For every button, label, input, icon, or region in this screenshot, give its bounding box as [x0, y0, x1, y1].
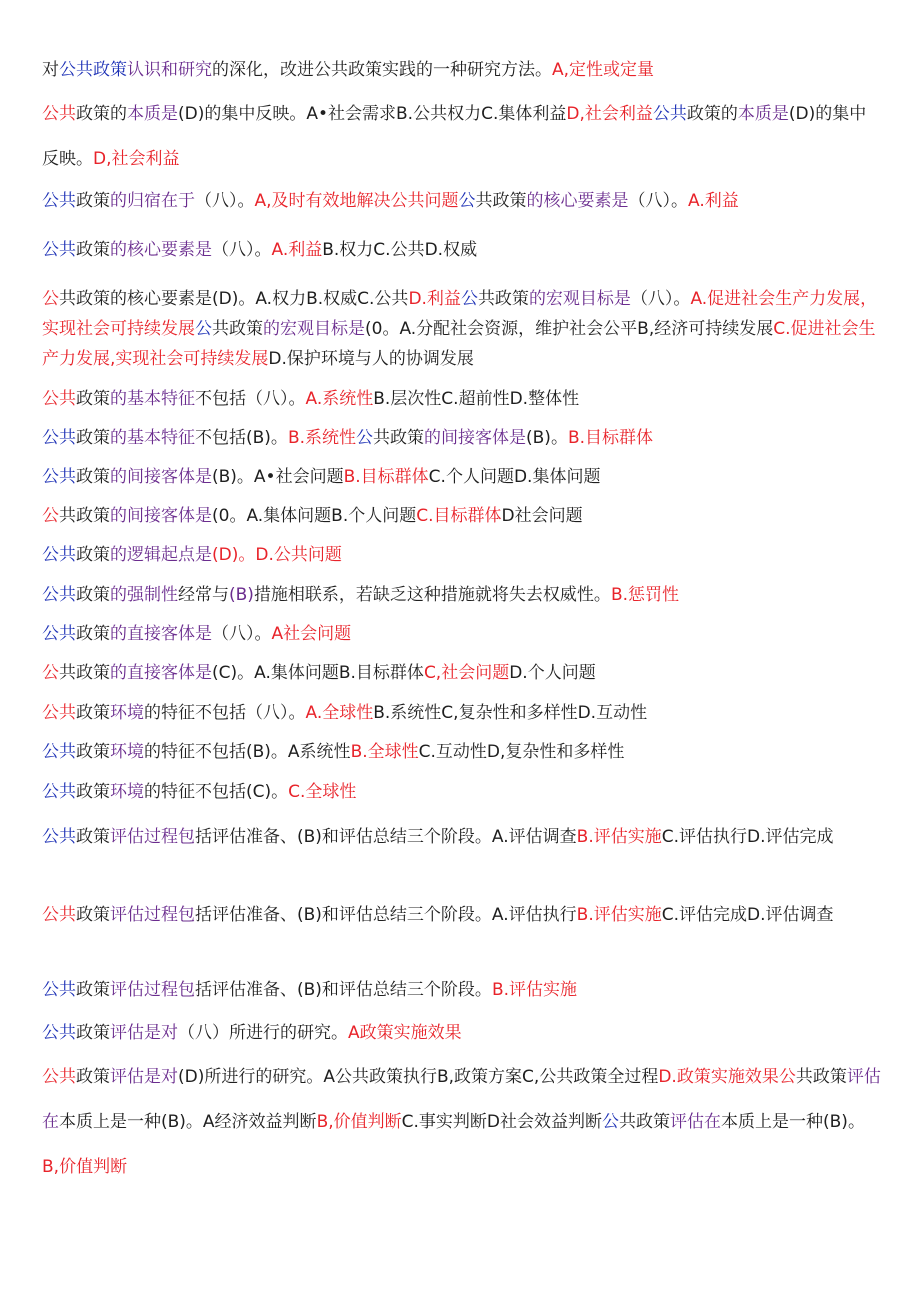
question-text: 的基本特征: [110, 389, 195, 409]
question-text: 环境: [110, 742, 144, 762]
question-text: 政策: [76, 624, 110, 644]
question-text: 共政策: [475, 191, 527, 211]
question-text: 公共: [42, 782, 76, 802]
question-text: 的间接客体是: [110, 506, 212, 526]
answer-text: B.目标群体: [343, 467, 429, 487]
question-text: 的间接客体是: [424, 428, 527, 448]
question-text: 公: [195, 319, 212, 339]
question-text: 政策: [76, 782, 110, 802]
question-paragraph: [42, 284, 882, 374]
question-paragraph: [42, 740, 882, 764]
answer-text: (D)。: [212, 545, 256, 565]
question-paragraph: [42, 465, 882, 489]
question-text: 公: [460, 289, 478, 309]
question-text: 政策: [76, 240, 110, 260]
question-text: 本质上是一种(B)。: [721, 1112, 865, 1132]
answer-text: C.全球性: [288, 782, 357, 802]
question-text: 政策: [76, 191, 110, 211]
question-text: 政策: [76, 389, 110, 409]
question-text: 共政策的核心要素是(D)。A.权力B.权威C.公共: [59, 289, 409, 309]
question-text: 的强制性: [110, 585, 178, 605]
answer-text: 公共: [42, 905, 76, 925]
question-text: 政策: [76, 980, 110, 1000]
question-paragraph: [42, 1021, 882, 1045]
question-paragraph: [42, 815, 882, 860]
question-text: (0。A.集体问题B.个人问题: [212, 506, 417, 526]
answer-text: A,及时有效地解决公共问题: [254, 191, 459, 211]
question-text: 的直接客体是: [110, 663, 212, 683]
question-text: C.评估完成D.评估调查: [661, 905, 834, 925]
question-text: 公: [458, 191, 476, 211]
question-text: 评估在: [42, 1067, 881, 1132]
answer-text: A.系统性: [305, 389, 374, 409]
answer-text: D.政策实施效果: [658, 1067, 779, 1087]
question-text: 的特征不包括（八）。: [144, 703, 306, 723]
question-text: 的核心要素是: [110, 240, 212, 260]
question-paragraph: [42, 387, 882, 411]
answer-text: 公: [42, 663, 59, 683]
question-paragraph: [42, 701, 882, 725]
question-text: 共政策: [477, 289, 529, 309]
question-text: （八）。: [212, 240, 272, 260]
question-text: 共政策: [212, 319, 263, 339]
question-text: 的间接客体是: [110, 467, 212, 487]
question-text: 评估在: [670, 1112, 722, 1132]
question-text: 公共: [42, 428, 76, 448]
answer-text: A,定性或定量: [552, 60, 655, 80]
answer-text: D.利益: [408, 289, 461, 309]
question-text: 对: [42, 60, 59, 80]
question-text: （八）所进行的研究。: [178, 1023, 348, 1043]
question-text: 评估过程包: [110, 827, 195, 847]
question-text: 本质是: [127, 104, 178, 124]
question-text: 括评估准备、(B)和评估总结三个阶段。: [195, 980, 492, 1000]
question-text: 认识和研究: [127, 60, 212, 80]
question-text: B.层次性C.超前性D.整体性: [373, 389, 580, 409]
question-text: 的特征不包括(C)。: [144, 782, 289, 802]
question-text: 本质上是一种(B)。A经济效益判断: [59, 1112, 317, 1132]
question-text: 环境: [110, 703, 144, 723]
question-paragraph: [42, 504, 882, 528]
question-text: 政策的: [686, 104, 738, 124]
question-paragraph: [42, 1055, 882, 1190]
question-paragraph: [42, 622, 882, 646]
question-text: D.保护环境与人的协调发展: [268, 349, 474, 369]
question-text: (D)的集中反映。: [42, 104, 867, 169]
answer-text: A政策实施效果: [348, 1023, 462, 1043]
answer-text: 公共: [42, 703, 76, 723]
question-text: 政策: [76, 1067, 110, 1087]
answer-text: C.促进社会生产力发展,实现社会可持续发展: [42, 319, 876, 369]
question-text: 括评估准备、(B)和评估总结三个阶段。A.评估执行: [195, 905, 577, 925]
answer-text: B.惩罚性: [610, 585, 680, 605]
question-text: 政策的: [76, 104, 127, 124]
question-text: 共政策: [373, 428, 425, 448]
question-text: 评估过程包: [110, 980, 195, 1000]
answer-text: 公: [778, 1067, 796, 1087]
answer-text: 公共: [42, 104, 76, 124]
answer-text: 公共: [42, 389, 76, 409]
question-text: 共政策: [619, 1112, 671, 1132]
answer-text: D.公共问题: [255, 545, 342, 565]
question-text: 政策: [76, 467, 110, 487]
question-text: （八）。: [628, 191, 689, 211]
question-text: B.系统性C,复杂性和多样性D.互动性: [373, 703, 648, 723]
answer-text: 公: [42, 289, 59, 309]
question-text: (B)。: [526, 428, 568, 448]
question-text: C.互动性D,复杂性和多样性: [418, 742, 625, 762]
question-text: 政策: [76, 545, 110, 565]
question-text: 政策: [76, 742, 110, 762]
answer-text: B,价值判断: [316, 1112, 402, 1132]
question-text: 本质是: [737, 104, 789, 124]
question-text: 的直接客体是: [110, 624, 212, 644]
question-text: 评估是对: [110, 1023, 178, 1043]
answer-text: D,社会利益: [93, 149, 180, 169]
question-text: (B): [229, 585, 254, 605]
answer-text: B.目标群体: [567, 428, 654, 448]
question-text: C.事实判断D社会效益判断: [401, 1112, 603, 1132]
question-text: 公共: [42, 585, 76, 605]
question-text: 共政策: [59, 663, 110, 683]
question-text: 括评估准备、(B)和评估总结三个阶段。A.评估调查: [195, 827, 577, 847]
question-paragraph: [42, 978, 882, 1002]
question-text: 政策: [76, 428, 110, 448]
question-text: 公共: [42, 545, 76, 565]
answer-text: A.全球性: [305, 703, 374, 723]
question-text: 公共: [42, 827, 76, 847]
question-text: 的核心要素是: [526, 191, 629, 211]
question-paragraph: [42, 780, 882, 804]
question-text: 评估是对: [110, 1067, 178, 1087]
question-text: D.个人问题: [509, 663, 596, 683]
question-text: 共政策: [59, 506, 110, 526]
question-text: 政策: [76, 1023, 110, 1043]
question-text: 的基本特征: [110, 428, 195, 448]
question-text: （八）。: [195, 191, 255, 211]
question-text: (D)的集中反映。A•社会需求B.公共权力C.集体利益: [178, 104, 567, 124]
question-text: 的深化，改进公共政策实践的一种研究方法。: [212, 60, 552, 80]
question-text: 不包括(B)。: [195, 428, 288, 448]
question-paragraph: [42, 583, 882, 607]
answer-text: B.评估实施: [576, 905, 662, 925]
question-paragraph: [42, 92, 882, 182]
answer-text: 公共: [42, 1067, 76, 1087]
question-text: 的特征不包括(B)。A系统性: [144, 742, 351, 762]
question-text: 政策: [76, 585, 110, 605]
question-text: 措施相联系，若缺乏这种措施就将失去权威性。: [253, 585, 611, 605]
answer-text: A.利益: [688, 191, 739, 211]
question-text: 的宏观目标是: [528, 289, 631, 309]
question-paragraph: [42, 661, 882, 685]
question-text: 公共: [42, 742, 76, 762]
answer-text: B.系统性: [287, 428, 357, 448]
answer-text: A.促进社会生产力发展，实现社会可持续发展: [42, 289, 878, 339]
answer-text: B.评估实施: [491, 980, 578, 1000]
question-paragraph: [42, 189, 882, 213]
question-text: B.权力C.公共D.权威: [322, 240, 478, 260]
question-paragraph: [42, 238, 882, 262]
answer-text: B.全球性: [350, 742, 419, 762]
question-text: 经常与: [178, 585, 229, 605]
question-text: 政策: [76, 827, 110, 847]
answer-text: C,社会问题: [423, 663, 510, 683]
question-text: 公共: [42, 191, 76, 211]
answer-text: 公: [42, 506, 59, 526]
question-text: （八）。: [630, 289, 691, 309]
answer-text: B,价值判断: [42, 1157, 128, 1177]
question-text: 公共: [42, 467, 76, 487]
question-text: (0。A.分配社会资源，维护社会公平B,经济可持续发展: [365, 319, 774, 339]
question-text: (B)。A•社会问题: [212, 467, 344, 487]
question-text: (D)所进行的研究。A公共政策执行B,政策方案C,公共政策全过程: [178, 1067, 659, 1087]
question-text: 公共: [42, 980, 76, 1000]
question-paragraph: [42, 543, 882, 567]
question-text: 环境: [110, 782, 144, 802]
question-text: C.评估执行D.评估完成: [661, 827, 834, 847]
question-text: D社会问题: [501, 506, 583, 526]
question-text: (C)。A.集体问题B.目标群体: [212, 663, 424, 683]
answer-text: B.评估实施: [576, 827, 662, 847]
question-text: 公共: [42, 240, 76, 260]
question-text: 公: [602, 1112, 620, 1132]
answer-text: D,社会利益: [566, 104, 653, 124]
question-paragraph: [42, 58, 882, 82]
question-text: 公共: [42, 624, 76, 644]
question-text: 公: [356, 428, 374, 448]
question-text: C.个人问题D.集体问题: [428, 467, 601, 487]
question-text: 的逻辑起点是: [110, 545, 212, 565]
question-text: 的宏观目标是: [263, 319, 365, 339]
question-text: 评估过程包: [110, 905, 195, 925]
question-text: 政策: [76, 703, 110, 723]
question-text: 政策: [76, 905, 110, 925]
answer-text: C.目标群体: [416, 506, 502, 526]
question-text: 的归宿在于: [110, 191, 195, 211]
answer-text: A.利益: [271, 240, 323, 260]
question-text: 公共: [42, 1023, 76, 1043]
question-text: 公共: [652, 104, 687, 124]
question-paragraph: [42, 893, 882, 938]
question-paragraph: [42, 426, 882, 450]
question-text: 共政策: [795, 1067, 847, 1087]
answer-text: A社会问题: [271, 624, 352, 644]
question-text: （八）。: [212, 624, 272, 644]
question-text: 公共政策: [59, 60, 127, 80]
question-text: 不包括（八）。: [195, 389, 306, 409]
